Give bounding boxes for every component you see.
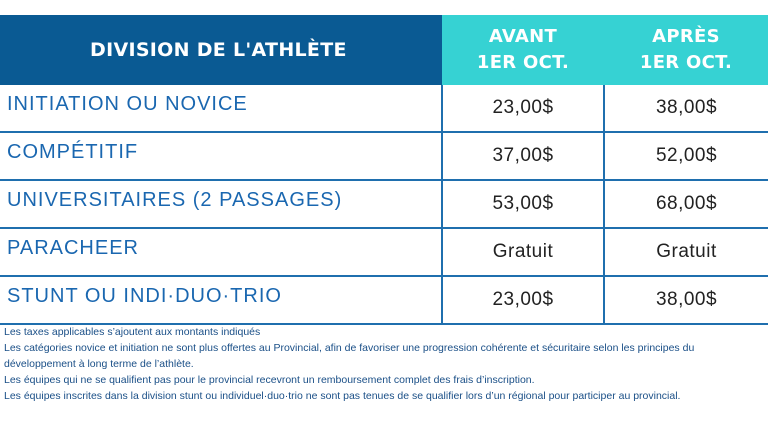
price-after-cell: 38,00$ xyxy=(604,85,768,132)
table-row xyxy=(0,132,768,180)
pricing-table xyxy=(0,15,768,325)
price-before-cell: 37,00$ xyxy=(442,132,604,180)
header-before-line1: AVANT xyxy=(488,26,558,47)
division-cell: STUNT OU INDI·DUO·TRIO xyxy=(0,272,442,320)
header-before-line2: 1ER OCT. xyxy=(476,52,570,73)
footnote: Les taxes applicables s’ajoutent aux montants indiqués xyxy=(4,326,261,338)
footnote: Les équipes qui ne se qualifient pas pour le provincial recevront un remboursement complet des frais d’inscription. xyxy=(4,374,535,386)
price-after-cell: 52,00$ xyxy=(604,132,768,180)
table-row xyxy=(0,180,768,228)
price-after-cell: 68,00$ xyxy=(604,180,768,228)
table-row xyxy=(0,85,768,132)
table-header-row xyxy=(0,15,768,85)
header-division: DIVISION DE L'ATHLÈTE xyxy=(0,15,442,85)
header-after-line1: APRÈS xyxy=(652,26,720,47)
division-cell: UNIVERSITAIRES (2 PASSAGES) xyxy=(0,176,442,224)
header-before-oct xyxy=(442,15,604,85)
footnote: Les équipes inscrites dans la division stunt ou individuel·duo·trio ne sont pas tenues de se qualifier lors d’un régional pour participer au provincial. xyxy=(4,390,681,402)
price-after-cell: 38,00$ xyxy=(604,276,768,324)
division-cell: PARACHEER xyxy=(0,224,442,272)
price-before-cell: 53,00$ xyxy=(442,180,604,228)
table-row xyxy=(0,228,768,276)
price-after-cell: Gratuit xyxy=(604,228,768,276)
footnote: Les catégories novice et initiation ne sont plus offertes au Provincial, afin de favoriser une progression cohérente et sécuritaire selon les principes du développement à long terme de l’athlète. xyxy=(4,342,695,370)
price-before-cell: Gratuit xyxy=(442,228,604,276)
division-cell: COMPÉTITIF xyxy=(0,128,442,176)
table-row xyxy=(0,276,768,324)
price-before-cell: 23,00$ xyxy=(442,276,604,324)
header-after-oct xyxy=(604,15,768,85)
division-cell: INITIATION OU NOVICE xyxy=(0,81,442,128)
price-before-cell: 23,00$ xyxy=(442,85,604,132)
footnotes xyxy=(4,324,752,404)
header-after-line2: 1ER OCT. xyxy=(639,52,733,73)
